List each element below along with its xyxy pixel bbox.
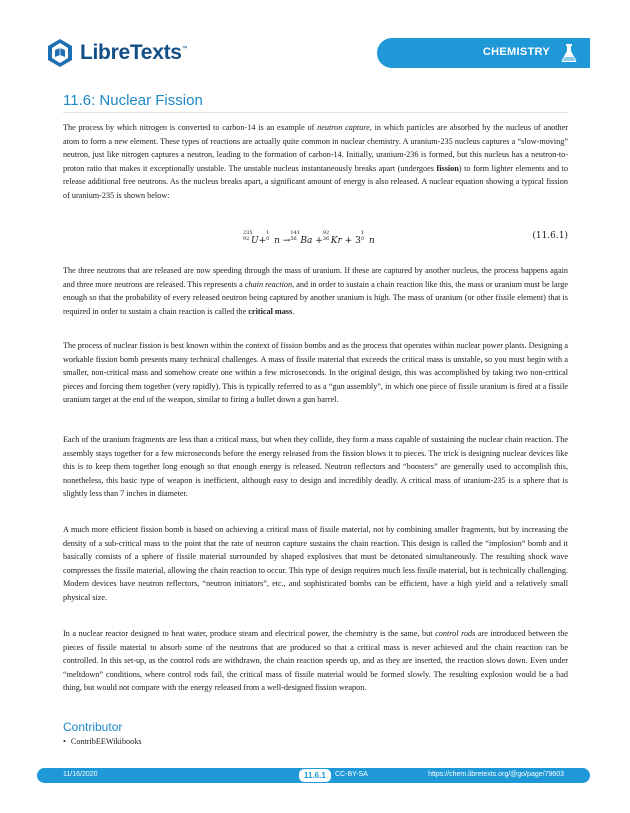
symbol: Ba <box>300 236 313 246</box>
nuclide-scripts <box>290 231 300 243</box>
libretexts-logo[interactable] <box>45 36 215 70</box>
contributor-item[interactable]: • ContribEEWikibooks <box>63 737 142 746</box>
contributor-heading: Contributor <box>63 720 123 734</box>
term-critical-mass: critical mass <box>248 306 293 316</box>
paragraph-uranium-fragments: Each of the uranium fragments are less than a critical mass, but when they collide, they form a mass capable of sustaining the nuclear chain reaction. The assembly stays together for a few microseconds before the energy released from the fission blows it to pieces. The trick is designing nuclear devices like this is to keep them together long enough so that enough energy is released. Neutron reflectors and “boosters” are generally used to accomplish this, nonetheless, this basic type of weapon is inefficient, although easy to design and incredibly deadly. A critical mass of uranium-235 is a sphere that is slightly less than 7 inches in diameter. <box>63 435 568 499</box>
paragraph-fission-bombs: The process of nuclear fission is best known within the context of fission bombs and as the process that operates within nuclear power plants. Designing a workable fission bomb presents many technical challenges. A mass of fissile material that exceeds the critical mass is unstable, so you must begin with a smaller, non-critical mass and somehow create one within a few microseconds. In the original design, this was accomplished by taking two non-critical pieces and forcing them together (very rapidly). This is typically referred to as a “gun assembly”, in which one piece of fissile uranium is fired at a fissile uranium target at the end of the weapon, similar to firing a bullet down a gun barrel. <box>63 341 568 405</box>
operator: + <box>315 236 323 246</box>
operator: + <box>258 236 267 246</box>
atomic-number: 92 <box>243 236 250 242</box>
text-run: . <box>292 306 295 316</box>
term-neutron-capture: neutron capture <box>317 123 370 132</box>
libretexts-logo-icon <box>45 38 75 68</box>
text-run: In a nuclear reactor designed to heat water, produce steam and electrical power, the chemistry is the same, but <box>63 629 436 638</box>
page-header <box>37 29 590 77</box>
operator: + <box>344 236 353 246</box>
footer-date: 11/16/2020 <box>63 771 98 778</box>
text-run: ) to form lighter elements and to release additional free neutrons. As the nucleus breaks apart, a significant amount of energy is also released. A nuclear equation showing a typical fission of uranium-235 is shown below: <box>63 163 568 200</box>
mass-number: 92 <box>322 230 330 236</box>
nuclide-scripts <box>361 231 369 243</box>
term-control-rods: control rods <box>435 629 476 638</box>
logo-trademark: ™ <box>181 46 188 52</box>
term-fission: fission <box>436 163 459 173</box>
text-run: The process by which nitrogen is converted to carbon-14 is an example of <box>63 123 318 132</box>
nuclide-scripts <box>323 231 331 243</box>
footer-url-link[interactable]: https://chem.libretexts.org/@go/page/79603 <box>428 771 564 778</box>
flask-icon <box>560 43 578 63</box>
nuclide-scripts <box>243 231 251 243</box>
text-run: The three neutrons that are released are now speeding through the mass of uranium. If these are captured by another nucleus, the process happens again and three more neutrons are released. This represents a <box>63 266 568 289</box>
logo-text: LibreTexts <box>80 41 182 64</box>
page-footer <box>37 768 590 783</box>
text-run: , in which particles are absorbed by the nucleus of another atom to form a new element. These types of reactions are actually quite common in nuclear chemistry. A uranium-235 nucleus captures a “slow-moving” neutron, just like nitrogen captures a neutron, leading to the formation of carbon-14. Initially, uranium-236 is formed, but this nucleus has a neutron-to-proton ratio that makes it exceptionally unstable. The unstable nucleus instantaneously breaks apart (undergoes <box>63 123 569 173</box>
subject-label: CHEMISTRY <box>482 46 550 58</box>
equation-body <box>243 231 375 246</box>
mass-number: 1 <box>360 230 365 236</box>
page-title: 11.6: Nuclear Fission <box>63 92 203 109</box>
paragraph-implosion-bomb: A much more efficient fission bomb is based on achieving a critical mass of fissile material, not by combining smaller fragments, but by increasing the density of a sub-critical mass to the point that the rate of neutron capture sustains the chain reaction. This design is called the “implosion” bomb and it basically consists of a sphere of fissile material surrounded by shaped explosives that must be detonated simultaneously. The resulting shock wave compresses the fissile material, allowing the chain reaction to occur. This type of design requires much less fissile material, but is technically challenging. Modern devices have neutron reflectors, “neutron initiators”, etc., and sophisticated bombs can be efficient, have a high yield and a relatively small physical size. <box>63 525 568 602</box>
contributor-list <box>63 737 142 746</box>
title-divider <box>63 112 568 113</box>
atomic-number: 0 <box>360 236 365 242</box>
equation-number: (11.6.1) <box>532 231 568 241</box>
symbol: U <box>251 236 259 246</box>
reaction-arrow: → <box>282 236 291 246</box>
mass-number: 235 <box>243 230 253 236</box>
atomic-number: 36 <box>322 236 330 242</box>
symbol: n <box>368 236 375 246</box>
mass-number: 141 <box>290 230 300 236</box>
subject-banner[interactable] <box>377 38 590 68</box>
text-run: are introduced between the pieces of fissile material to absorb some of the neutrons that are produced so that a critical mass is never achieved and the chain reaction can be controlled. In this set-up, as the control rods are withdrawn, the chain reaction speeds up, and as they are inserted, the reaction slows down. Even under “meltdown” conditions, where control rods fail, the critical mass of fissile material would be formed slowly. The resulting explosion would be a bad thing, but would not compare with the energy released from a well-designed fission weapon. <box>63 629 568 693</box>
equation-11-6-1 <box>63 231 568 247</box>
atomic-number: 56 <box>290 236 297 242</box>
paragraph-neutron-capture <box>63 121 568 203</box>
symbol: Kr <box>330 236 342 246</box>
atomic-number: 0 <box>266 236 270 242</box>
term-chain-reaction: chain reaction <box>244 279 293 289</box>
text-run: , and in order to sustain a chain reaction like this, the mass or uranium must be large enough so that the probability of every released neutron being captured by another uranium is high. The mass of uranium (or other fissile element) that is required in order to sustain a chain reaction is called the <box>63 279 569 316</box>
symbol: n <box>274 236 280 246</box>
paragraph-chain-reaction <box>63 264 568 318</box>
paragraph-nuclear-reactor <box>63 627 568 695</box>
coefficient: 3 <box>355 236 361 246</box>
footer-license[interactable]: CC-BY-SA <box>335 771 368 778</box>
mass-number: 1 <box>266 230 270 236</box>
nuclide-scripts <box>266 231 274 243</box>
footer-page-number: 11.6.1 <box>299 769 331 782</box>
